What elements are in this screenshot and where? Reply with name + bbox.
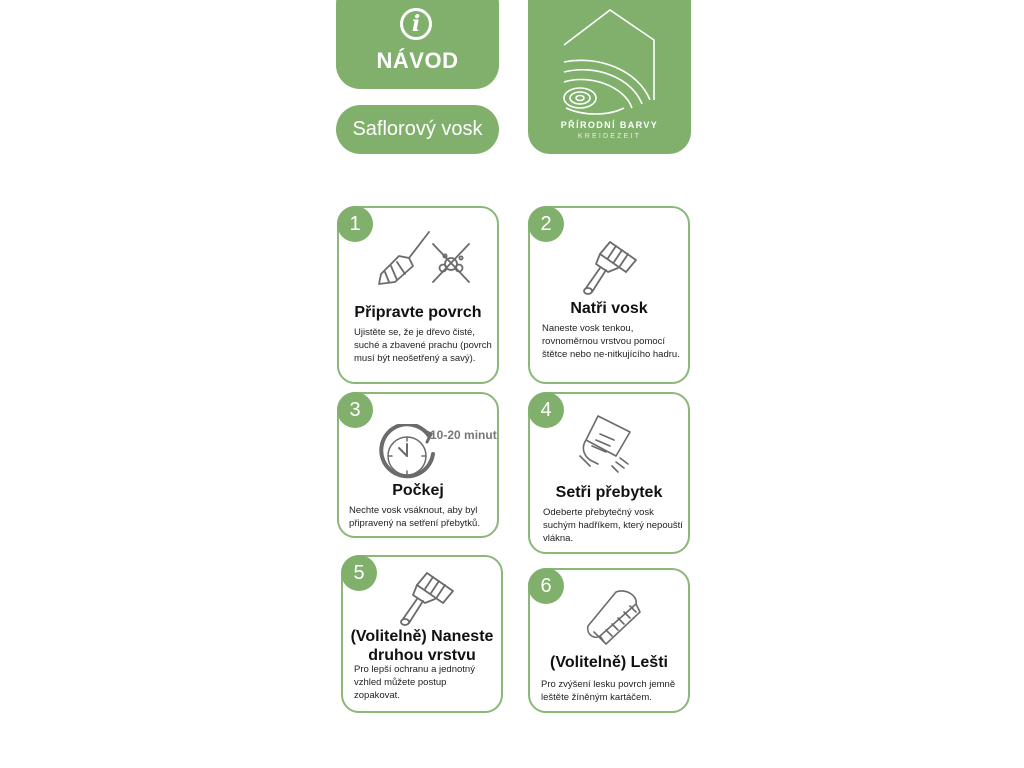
paint-brush-icon bbox=[578, 236, 642, 300]
step-title: Připravte povrch bbox=[354, 304, 482, 321]
step-number-badge: 2 bbox=[528, 206, 564, 242]
step-description: Naneste vosk tenkou, rovnoměrnou vrstvou pomocí štětce nebo ne-nitkujícího hadru. bbox=[542, 323, 680, 360]
step-card-4 bbox=[528, 392, 690, 554]
product-name: Saflorový vosk bbox=[336, 105, 499, 154]
step-number-badge: 4 bbox=[528, 392, 564, 428]
step-title: (Volitelně) Naneste druhou vrstvu bbox=[350, 628, 494, 664]
step-card-2 bbox=[528, 206, 690, 384]
step-title: (Volitelně) Lešti bbox=[550, 654, 668, 671]
step-number-badge: 6 bbox=[528, 568, 564, 604]
step-card-1 bbox=[337, 206, 499, 384]
brand-logo bbox=[528, 0, 691, 154]
header-card bbox=[336, 0, 499, 89]
scrub-brush-icon bbox=[580, 588, 644, 648]
step-description: Pro zvýšení lesku povrch jemně leštěte žíněným kartáčem. bbox=[541, 679, 676, 703]
step-description: Pro lepší ochranu a jednotný vzhled můžete postup zopakovat. bbox=[354, 664, 475, 701]
broom-no-dust-icon bbox=[373, 230, 473, 292]
step-number-badge: 5 bbox=[341, 555, 377, 591]
step-card-6 bbox=[528, 568, 690, 713]
step-card-5 bbox=[341, 555, 503, 713]
step-title: Počkej bbox=[392, 482, 444, 499]
step-number-badge: 1 bbox=[337, 206, 373, 242]
brand-name: PŘÍRODNÍ BARVY bbox=[560, 120, 659, 130]
house-logo-icon bbox=[528, 0, 691, 120]
step-title: Setři přebytek bbox=[555, 484, 663, 501]
step-description: Odeberte přebytečný vosk suchým hadříkem, který nepouští vlákna. bbox=[543, 507, 683, 544]
step-card-3 bbox=[337, 392, 499, 538]
step-number-badge: 3 bbox=[337, 392, 373, 428]
step-description: Ujistěte se, že je dřevo čisté, suché a zbavené prachu (povrch musí být neošetřený a savý). bbox=[354, 327, 492, 364]
hand-wiping-icon bbox=[576, 410, 636, 474]
brand-subtitle: KREIDEZEIT bbox=[577, 133, 642, 140]
wait-time-label: 10-20 minut bbox=[430, 428, 497, 442]
step-description: Nechte vosk vsáknout, aby byl připravený na setření přebytků. bbox=[349, 505, 480, 529]
step-title: Natři vosk bbox=[570, 300, 648, 317]
info-icon: i bbox=[400, 8, 432, 40]
page-title: NÁVOD bbox=[376, 48, 459, 73]
paint-brush-icon bbox=[395, 567, 459, 631]
